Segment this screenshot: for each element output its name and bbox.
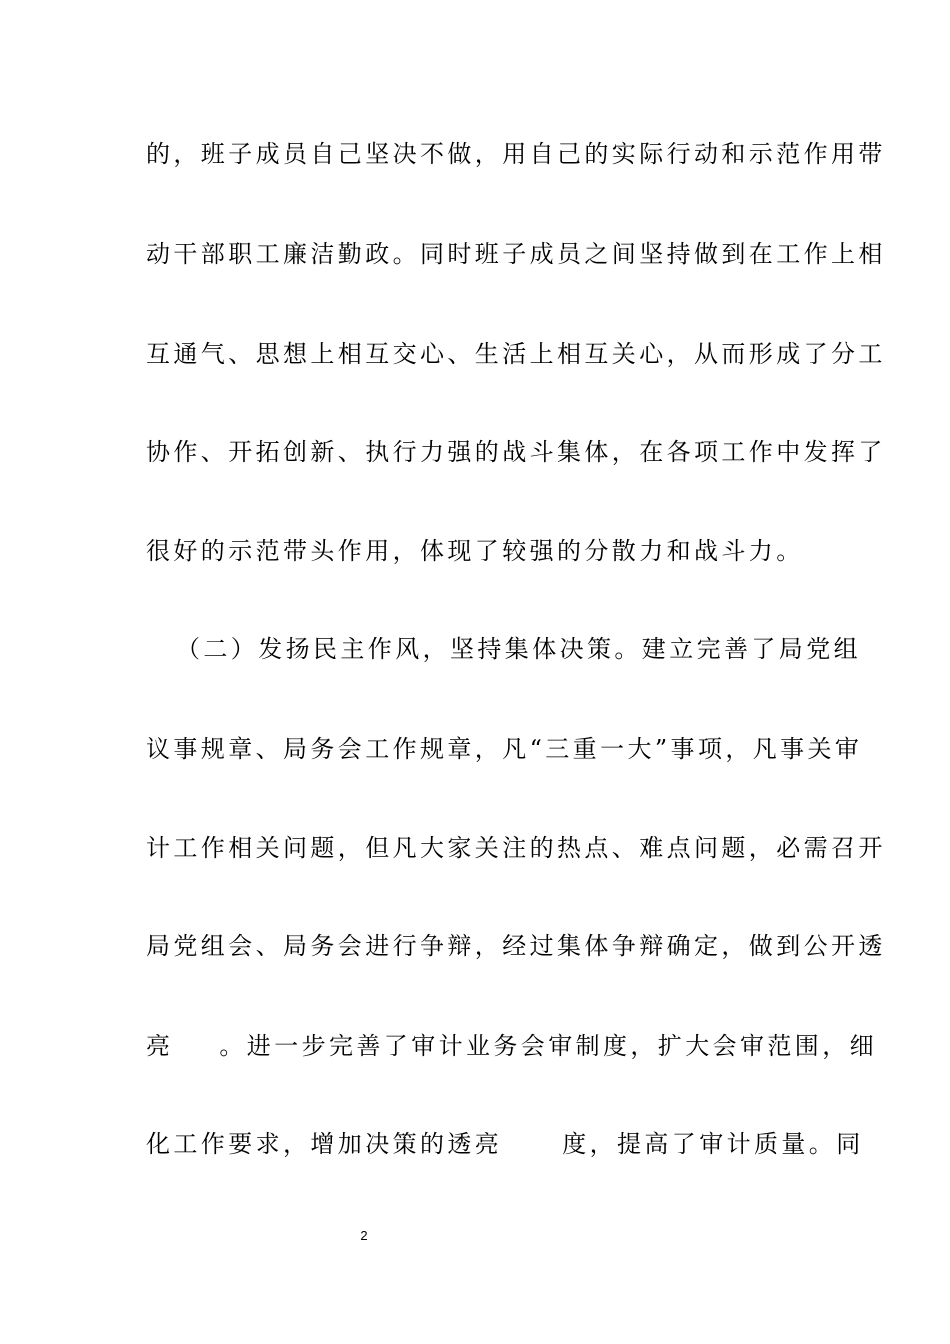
- paragraph-line-1: 的，班子成员自己坚决不做，用自己的实际行动和示范作用带: [146, 140, 886, 168]
- paragraph-2-line-4: 局党组会、局务会进行争辩，经过集体争辩确定，做到公开透: [146, 932, 886, 960]
- paragraph-line-4: 协作、开拓创新、执行力强的战斗集体，在各项工作中发挥了: [146, 438, 886, 466]
- line-6-start: 化工作要求，增加决策的透亮: [146, 1130, 503, 1158]
- line-5-start: 亮: [146, 1032, 174, 1060]
- line-6-rest: 度，提高了审计质量。同: [562, 1130, 864, 1158]
- page-number: 2: [360, 1228, 368, 1243]
- line-5-rest: 。进一步完善了审计业务会审制度，扩大会审范围，细: [219, 1032, 878, 1060]
- paragraph-line-5: 很好的示范带头作用，体现了较强的分散力和战斗力。: [146, 537, 804, 565]
- paragraph-2-line-1: （二）发扬民主作风，坚持集体决策。建立完善了局党组: [176, 635, 861, 663]
- paragraph-line-2: 动干部职工廉洁勤政。同时班子成员之间坚持做到在工作上相: [146, 240, 886, 268]
- paragraph-2-line-6: [146, 1128, 864, 1160]
- paragraph-2-line-2: 议事规章、局务会工作规章，凡“三重一大”事项，凡事关审: [146, 735, 863, 763]
- paragraph-2-line-3: 计工作相关问题，但凡大家关注的热点、难点问题，必需召开: [146, 834, 886, 862]
- paragraph-2-line-5: [146, 1030, 878, 1062]
- paragraph-line-3: 互通气、思想上相互交心、生活上相互关心，从而形成了分工: [146, 340, 886, 368]
